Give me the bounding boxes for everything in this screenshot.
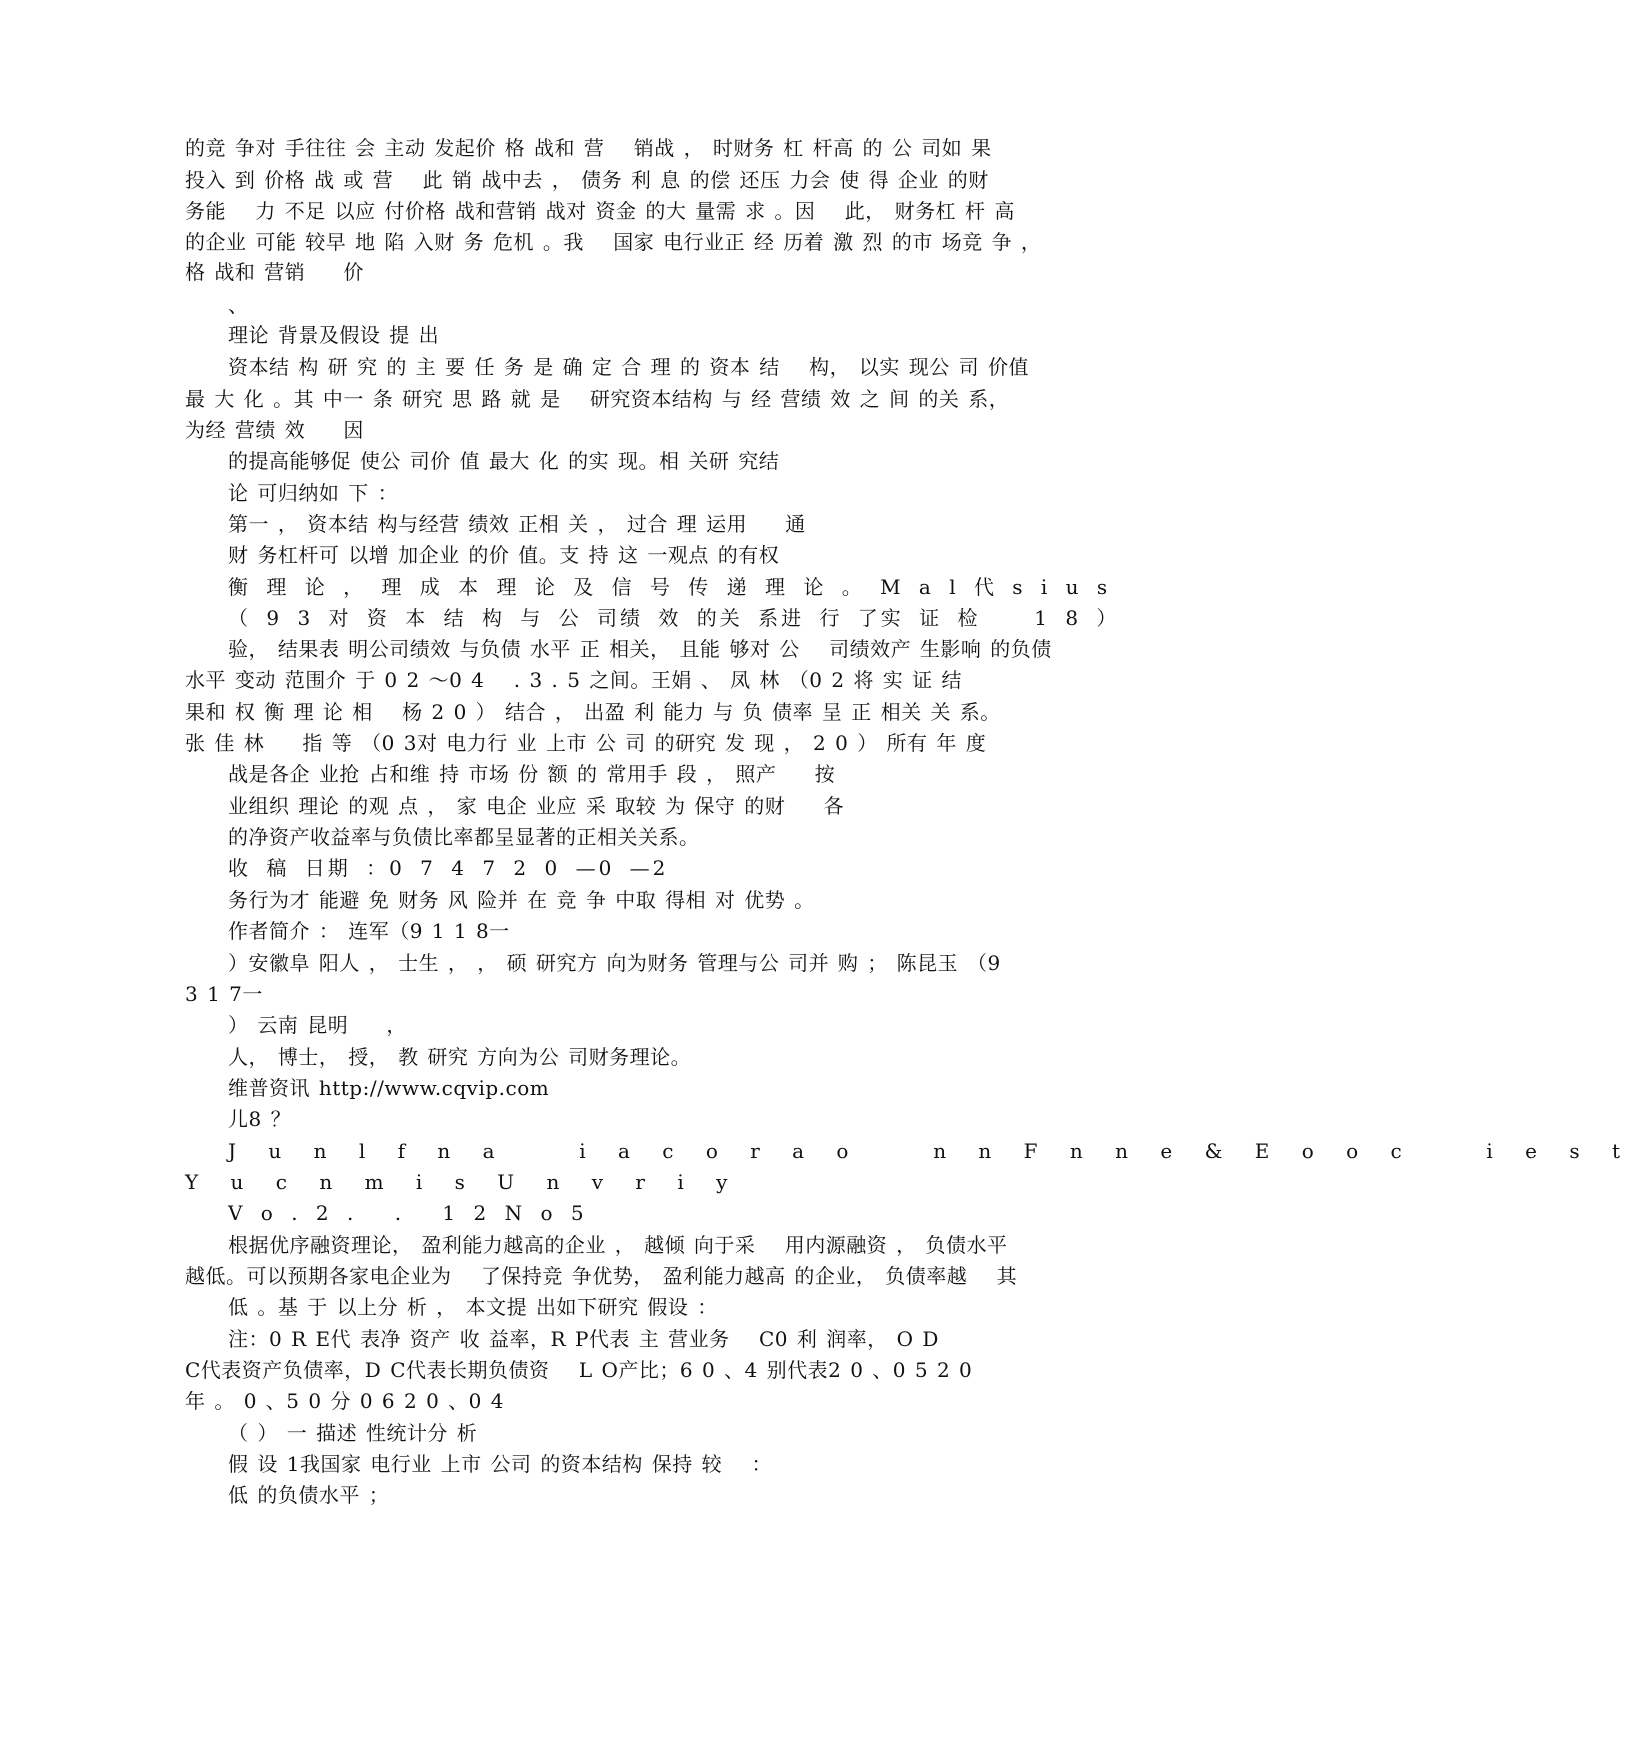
text-line: 衡 理 论 ， 理 成 本 理 论 及 信 号 传 递 理 论 。 M a l 代 s i u s bbox=[228, 575, 1111, 599]
author-info: ）安徽阜 阳人 ， 士生 ， ， 硕 研究方 向为财务 管理与公 司并 购 ； 陈昆玉 （9 bbox=[228, 951, 1001, 975]
text-line: 为经 营绩 效 因 bbox=[185, 418, 364, 442]
text-line: 务行为才 能避 免 财务 风 险并 在 竞 争 中取 得相 对 优势 。 bbox=[228, 888, 815, 912]
text-line: 务能 力 不足 以应 付价格 战和营销 战对 资金 的大 量需 求 。因 此， 财务杠 杆 高 bbox=[185, 199, 1015, 223]
note-line: C代表资产负债率，D C代表长期负债资 L O产比；6 0 、4 别代表2 0 、0 5 2 0 bbox=[185, 1358, 973, 1382]
page-number: 儿8 ？ bbox=[228, 1107, 292, 1131]
text-line: 低 。基 于 以上分 析 ， 本文提 出如下研究 假设 ： bbox=[228, 1295, 718, 1319]
note-line: 年 。 0 、5 0 分 0 6 2 0 、0 4 bbox=[185, 1389, 504, 1413]
text-line: 低 的负债水平 ； bbox=[228, 1483, 390, 1507]
text-line: 业组织 理论 的观 点 ， 家 电企 业应 采 取较 为 保守 的财 各 bbox=[228, 794, 845, 818]
author-info: 人， 博士， 授， 教 研究 方向为公 司财务理论。 bbox=[228, 1045, 692, 1069]
text-line: 越低。可以预期各家电企业为 了保持竞 争优势， 盈利能力越高 的企业， 负债率越 其 bbox=[185, 1264, 1018, 1288]
received-date: 收 稿 日期 ：0 7 4 7 2 0 —0 —2 bbox=[228, 856, 669, 880]
text-line: 验， 结果表 明公司绩效 与负债 水平 正 相关， 且能 够对 公 司绩效产 生影响 的负债 bbox=[228, 637, 1052, 661]
author-info: ） 云南 昆明 ， bbox=[228, 1013, 407, 1037]
text-line: 第一 ， 资本结 构与经营 绩效 正相 关 ， 过合 理 运用 通 bbox=[228, 512, 806, 536]
text-line: 战是各企 业抢 占和维 持 市场 份 额 的 常用手 段 ， 照产 按 bbox=[228, 762, 836, 786]
text-line: 财 务杠杆可 以增 加企业 的价 值。支 持 这 一观点 的有权 bbox=[228, 543, 780, 567]
text-line: 、 bbox=[228, 293, 249, 317]
text-line: 张 佳 林 指 等 （0 3对 电力行 业 上市 公 司 的研究 发 现 ， 2 0 ） 所有 年 度 bbox=[185, 731, 987, 755]
text-line: 的提高能够促 使公 司价 值 最大 化 的实 现。相 关研 究结 bbox=[228, 449, 780, 473]
text-line: 格 战和 营销 价 bbox=[185, 260, 364, 284]
text-line: 的竞 争对 手往往 会 主动 发起价 格 战和 营 销战 ， 时财务 杠 杆高 的 公 司如 果 bbox=[185, 136, 992, 160]
note-line: 注：0 R E代 表净 资产 收 益率，R P代表 主 营业务 C0 利 润率， O D bbox=[228, 1327, 939, 1351]
text-line: （ 9 3 对 资 本 结 构 与 公 司绩 效 的关 系进 行 了实 证 检 1 8 ） bbox=[228, 606, 1120, 630]
watermark-text: 维普资讯 http://www.cqvip.com bbox=[228, 1076, 550, 1100]
text-line: 果和 权 衡 理 论 相 杨 2 0 ） 结合 ， 出盈 利 能力 与 负 债率 呈 正 相关 关 系。 bbox=[185, 700, 1001, 724]
author-info: 3 1 7一 bbox=[185, 982, 263, 1006]
text-line: 论 可归纳如 下 ： bbox=[228, 481, 399, 505]
journal-title: Y u c n m i s U n v r i y bbox=[185, 1170, 734, 1194]
text-line: 投入 到 价格 战 或 营 此 销 战中去 ， 债务 利 息 的偿 还压 力会 使 得 企业 的财 bbox=[185, 168, 989, 192]
text-line: 的企业 可能 较早 地 陷 入财 务 危机 。我 国家 电行业正 经 历着 激 烈 的市 场竞 争 ， bbox=[185, 230, 1042, 254]
journal-title: J u n l f n a i a c o r a o n n F n n e & E o o c i e s t bbox=[228, 1139, 1626, 1163]
text-line: 根据优序融资理论， 盈利能力越高的企业 ， 越倾 向于采 用内源融资 ， 负债水平 bbox=[228, 1233, 1008, 1257]
text-line: 最 大 化 。其 中一 条 研究 思 路 就 是 研究资本结构 与 经 营绩 效 之 间 的关 系， bbox=[185, 387, 1010, 411]
text-line: 的净资产收益率与负债比率都呈显著的正相关关系。 bbox=[228, 825, 700, 849]
text-line: 水平 变动 范围介 于 0 2 ～0 4 . 3 . 5 之间。王娟 、 凤 林 （0 2 将 实 证 结 bbox=[185, 668, 963, 692]
text-line: 假 设 1我国家 电行业 上市 公司 的资本结构 保持 较 ： bbox=[228, 1452, 772, 1476]
section-heading: （ ） 一 描述 性统计分 析 bbox=[228, 1421, 478, 1445]
journal-volume: V o . 2 . . 1 2 N o 5 bbox=[228, 1201, 587, 1225]
author-info: 作者简介 ： 连军（9 1 1 8一 bbox=[228, 919, 510, 943]
text-line: 资本结 构 研 究 的 主 要 任 务 是 确 定 合 理 的 资本 结 构， 以实 现公 司 价值 bbox=[228, 355, 1030, 379]
section-heading: 理论 背景及假设 提 出 bbox=[228, 323, 440, 347]
